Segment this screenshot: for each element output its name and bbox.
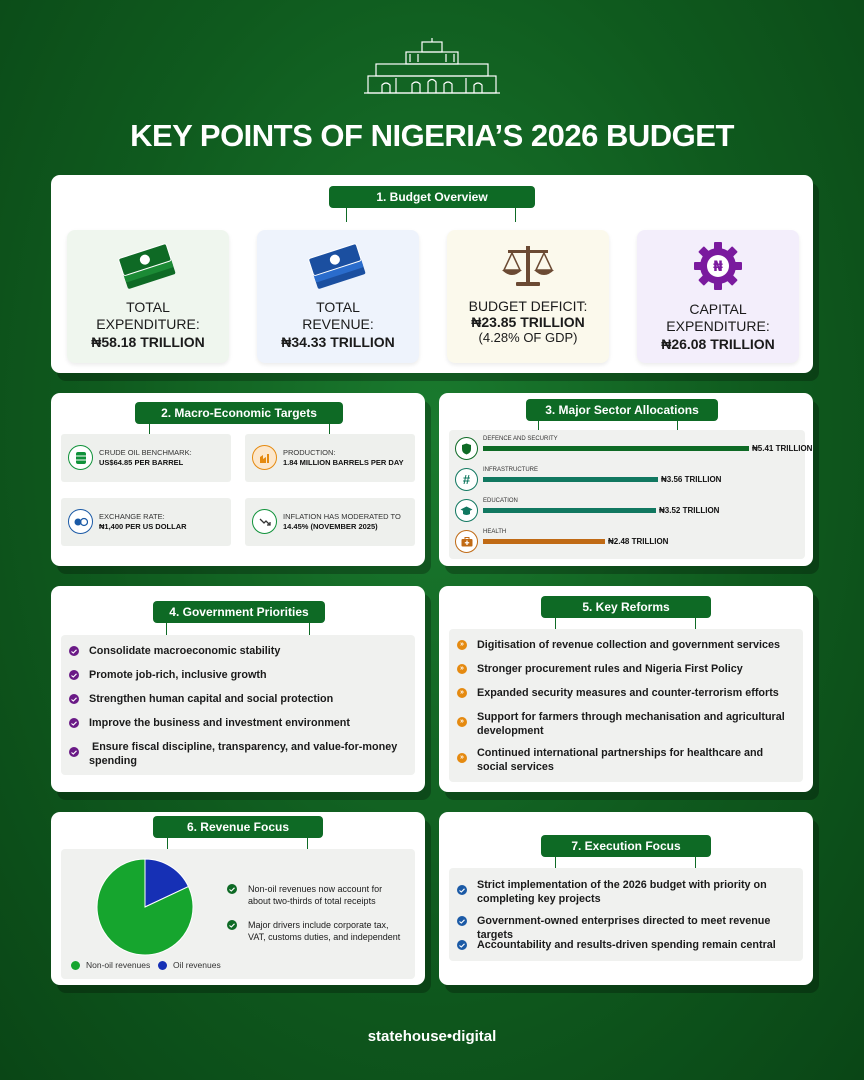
sector-bar-education xyxy=(483,508,656,513)
check-icon xyxy=(457,916,467,926)
oil-barrel-icon xyxy=(68,445,93,470)
total-expenditure-label-2: EXPENDITURE: xyxy=(96,316,200,332)
cash-stack-blue-icon xyxy=(306,242,370,290)
macro-targets-card xyxy=(51,393,425,566)
sector-value-infrastructure: ₦3.56 TRILLION xyxy=(661,475,722,484)
sector-name-infrastructure: INFRASTRUCTURE xyxy=(483,467,538,473)
sector-value-education: ₦3.52 TRILLION xyxy=(659,506,720,515)
legend-label-oil: Oil revenues xyxy=(173,960,221,970)
sector-name-education: EDUCATION xyxy=(483,498,518,504)
graduation-cap-icon xyxy=(455,499,478,522)
sector-row-health xyxy=(449,526,805,556)
trend-down-icon xyxy=(252,509,277,534)
medical-kit-icon xyxy=(455,530,478,553)
key-reforms-heading: 5. Key Reforms xyxy=(541,596,711,618)
total-expenditure-value: ₦58.18 TRILLION xyxy=(91,334,205,350)
sector-row-infrastructure xyxy=(449,464,805,494)
chevron-right-icon: » xyxy=(457,640,467,650)
sector-value-health: ₦2.48 TRILLION xyxy=(608,537,669,546)
exchange-rate-value: ₦1,400 PER US DOLLAR xyxy=(99,522,187,531)
budget-deficit-label: BUDGET DEFICIT: xyxy=(468,298,588,314)
sector-allocations-heading: 3. Major Sector Allocations xyxy=(526,399,718,421)
cash-stack-green-icon xyxy=(116,242,180,290)
inflation-box xyxy=(245,498,415,546)
capital-expenditure-label-2: EXPENDITURE: xyxy=(666,318,770,334)
check-icon xyxy=(69,670,79,680)
crude-oil-benchmark-label: CRUDE OIL BENCHMARK: xyxy=(99,448,192,457)
chevron-right-icon: » xyxy=(457,753,467,763)
check-icon xyxy=(457,940,467,950)
capital-expenditure-value: ₦26.08 TRILLION xyxy=(661,336,775,352)
budget-overview-heading: 1. Budget Overview xyxy=(329,186,535,208)
production-value: 1.84 MILLION BARRELS PER DAY xyxy=(283,458,404,467)
total-expenditure-tile xyxy=(67,230,229,363)
budget-overview-card xyxy=(51,175,813,373)
execution-focus-panel: Strict implementation of the 2026 budget with priority on completing key projects Government-owned enterprises directed to meet revenue targets Accountability and results-driven spending remain central xyxy=(449,868,803,961)
total-revenue-value: ₦34.33 TRILLION xyxy=(281,334,395,350)
exchange-rate-label: EXCHANGE RATE: xyxy=(99,512,165,521)
exchange-icon xyxy=(68,509,93,534)
total-revenue-label-2: REVENUE: xyxy=(302,316,374,332)
sector-name-defence: DEFENCE AND SECURITY xyxy=(483,436,558,442)
svg-text:₦: ₦ xyxy=(713,259,723,275)
production-icon xyxy=(252,445,277,470)
sector-bar-defence xyxy=(483,446,749,451)
key-reforms-card xyxy=(439,586,813,792)
government-priorities-heading: 4. Government Priorities xyxy=(153,601,325,623)
check-icon xyxy=(227,884,237,894)
execution-focus-heading: 7. Execution Focus xyxy=(541,835,711,857)
sector-allocations-card xyxy=(439,393,813,566)
sector-name-health: HEALTH xyxy=(483,529,507,535)
crude-oil-benchmark-value: US$64.85 PER BARREL xyxy=(99,458,184,467)
state-house-building-icon xyxy=(362,38,502,96)
legend-swatch-non-oil xyxy=(71,961,80,970)
page-title: KEY POINTS OF NIGERIA’S 2026 BUDGET xyxy=(130,118,734,153)
footer-brand: statehouse•digital xyxy=(367,1028,497,1045)
sector-bar-infrastructure xyxy=(483,477,658,482)
budget-deficit-tile xyxy=(447,230,609,363)
hash-icon: # xyxy=(455,468,478,491)
production-box xyxy=(245,434,415,482)
check-icon xyxy=(69,646,79,656)
shield-icon xyxy=(455,437,478,460)
government-priorities-card xyxy=(51,586,425,792)
legend-label-non-oil: Non-oil revenues xyxy=(86,960,151,970)
sector-bar-health xyxy=(483,539,605,544)
execution-focus-card xyxy=(439,812,813,985)
revenue-focus-card xyxy=(51,812,425,985)
check-icon xyxy=(69,718,79,728)
revenue-pie-chart xyxy=(95,857,195,957)
check-icon xyxy=(227,920,237,930)
macro-targets-heading: 2. Macro-Economic Targets xyxy=(135,402,343,424)
total-revenue-tile xyxy=(257,230,419,363)
sector-value-defence: ₦5.41 TRILLION xyxy=(752,444,813,453)
check-icon xyxy=(69,747,79,757)
capital-expenditure-label-1: CAPITAL xyxy=(689,301,747,317)
chevron-right-icon: » xyxy=(457,688,467,698)
check-icon xyxy=(69,694,79,704)
legend-swatch-oil xyxy=(158,961,167,970)
check-icon xyxy=(457,885,467,895)
inflation-label: INFLATION HAS MODERATED TO xyxy=(283,512,401,521)
naira-gear-icon xyxy=(692,240,744,292)
capital-expenditure-tile xyxy=(637,230,799,363)
sector-allocations-panel xyxy=(449,430,813,559)
total-revenue-label-1: TOTAL xyxy=(316,299,360,315)
budget-deficit-value: ₦23.85 TRILLION xyxy=(471,314,585,330)
total-expenditure-label-1: TOTAL xyxy=(126,299,170,315)
inflation-value: 14.45% (NOVEMBER 2025) xyxy=(283,522,378,531)
key-reforms-panel: » Digitisation of revenue collection and government services » Stronger procurement rules and Nigeria First Policy » Expanded security measures and counter-terrorism efforts » Support for farmers through mechanisation and agricultural development » Continued international partnerships for healthcare and social services xyxy=(449,629,803,782)
scales-icon xyxy=(500,242,556,290)
revenue-focus-panel: Non-oil revenues now account for about two-thirds of total receipts Major drivers include corporate tax, VAT, customs duties, and independent Non-oil revenues Oil revenues xyxy=(61,849,415,979)
sector-row-defence xyxy=(449,433,813,463)
sector-row-education xyxy=(449,495,805,525)
production-label: PRODUCTION: xyxy=(283,448,336,457)
budget-deficit-note: (4.28% OF GDP) xyxy=(478,330,578,345)
chevron-right-icon: » xyxy=(457,717,467,727)
crude-oil-benchmark-box xyxy=(61,434,231,482)
chevron-right-icon: » xyxy=(457,664,467,674)
revenue-focus-heading: 6. Revenue Focus xyxy=(153,816,323,838)
exchange-rate-box xyxy=(61,498,231,546)
government-priorities-panel: Consolidate macroeconomic stability Promote job-rich, inclusive growth Strengthen human capital and social protection Improve the business and investment environment Ensure fiscal discipline, transparency, and value-for-money spending xyxy=(61,635,415,775)
